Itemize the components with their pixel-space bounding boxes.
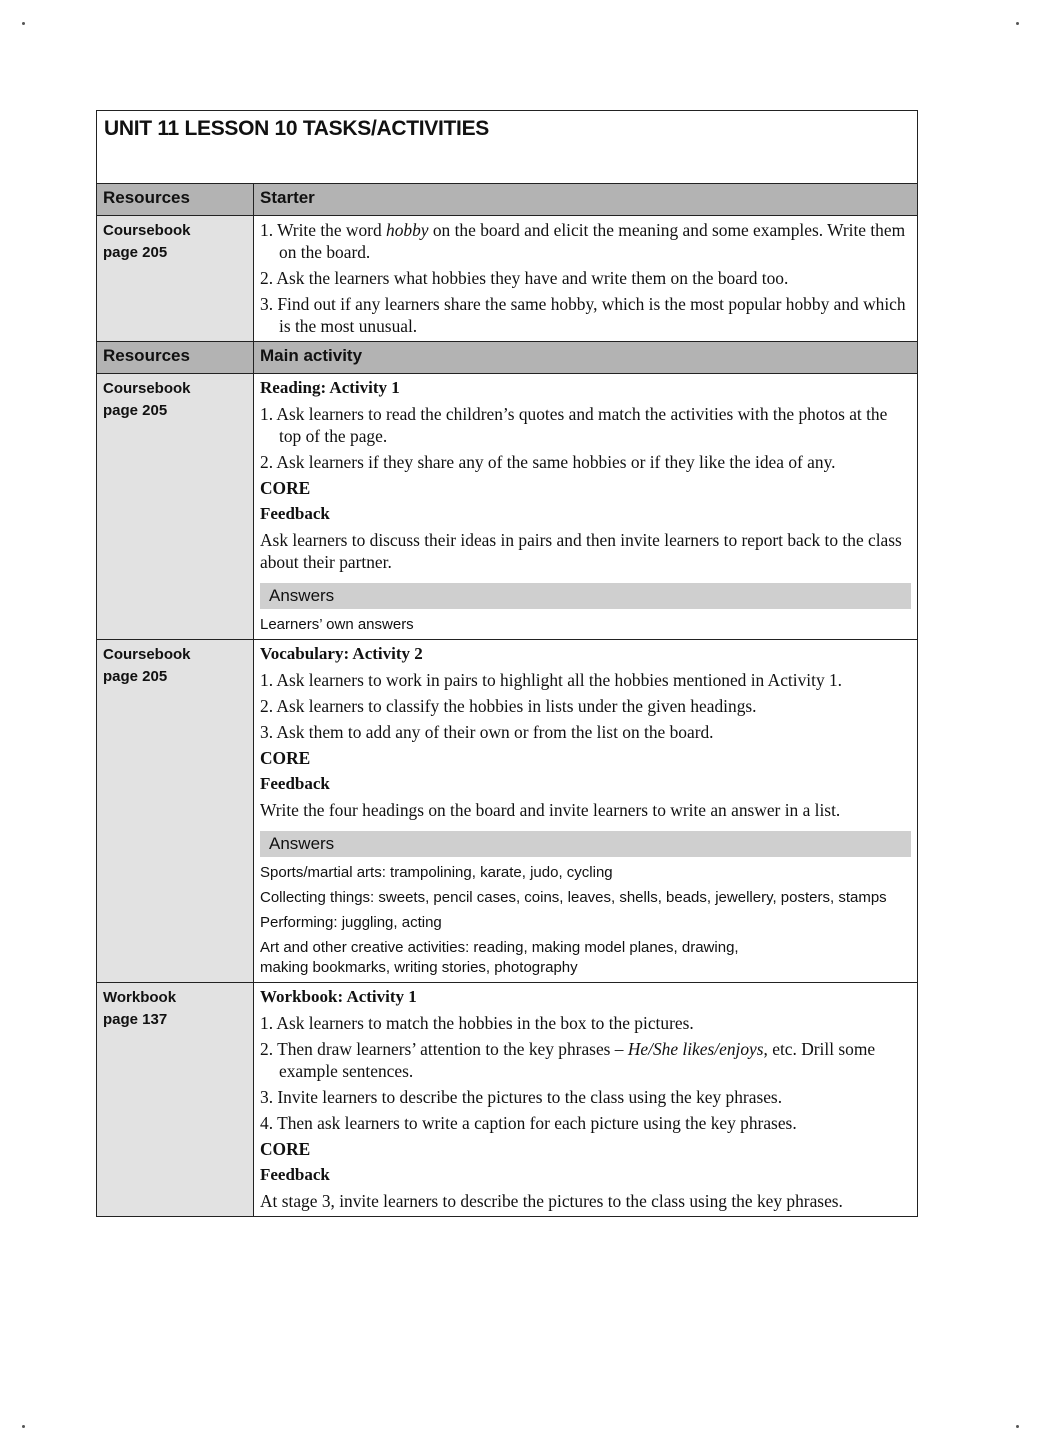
resource-page: page 137 [103,1011,168,1028]
workbook-subheading: Workbook: Activity 1 [260,987,417,1006]
feedback-label: Feedback [260,1165,330,1184]
title-row [97,111,918,184]
reading-step-2: 2. Ask learners if they share any of the same hobbies or if they like the idea of any. [260,452,836,472]
vocabulary-resource [97,640,254,983]
starter-header: Starter [254,184,918,216]
starter-body [254,216,918,342]
resource-title: Coursebook [103,380,191,397]
step-text: , etc. Drill some example sentences. [279,1039,876,1081]
step-emphasis: He/She likes/enjoys [627,1039,764,1059]
reading-row [97,374,918,640]
core-label: CORE [260,478,311,498]
answers-bar: Answers [260,583,911,609]
starter-steps [260,219,911,337]
crop-mark-bottom-right [1016,1425,1019,1428]
vocabulary-row [97,640,918,983]
resource-title: Coursebook [103,222,191,239]
feedback-text: Write the four headings on the board and invite learners to write an answer in a list. [260,800,841,820]
answer-line: Sports/martial arts: trampolining, karate, judo, cycling [260,864,613,881]
crop-mark-bottom-left [22,1425,25,1428]
workbook-step-4: 4. Then ask learners to write a caption for each picture using the key phrases. [260,1113,797,1133]
workbook-row [97,983,918,1217]
answers-bar: Answers [260,831,911,857]
vocabulary-step-2: 2. Ask learners to classify the hobbies in lists under the given headings. [260,696,757,716]
resource-title: Workbook [103,989,177,1006]
workbook-body [254,983,918,1217]
answer-line [260,938,911,978]
reading-body [254,374,918,640]
resources-header: Resources [97,184,254,216]
step-text: 1. Write the word [260,220,386,240]
feedback-text: At stage 3, invite learners to describe the pictures to the class using the key phrases. [260,1191,843,1211]
resource-page: page 205 [103,402,168,419]
resource-page: page 205 [103,668,168,685]
resource-title: Coursebook [103,646,191,663]
vocabulary-step-3: 3. Ask them to add any of their own or from the list on the board. [260,722,714,742]
page-title: UNIT 11 LESSON 10 TASKS/ACTIVITIES [97,111,918,184]
core-label: CORE [260,748,311,768]
crop-mark-top-left [22,22,25,25]
reading-resource [97,374,254,640]
lesson-table [96,110,918,1217]
starter-header-row [97,184,918,216]
reading-subheading: Reading: Activity 1 [260,378,400,397]
reading-step-1: 1. Ask learners to read the children’s quotes and match the activities with the photos at the top of the page. [260,404,888,446]
workbook-resource [97,983,254,1217]
reading-steps [260,403,911,473]
resource-page: page 205 [103,244,168,261]
workbook-step-3: 3. Invite learners to describe the pictures to the class using the key phrases. [260,1087,783,1107]
workbook-step-2 [260,1038,911,1082]
feedback-text: Ask learners to discuss their ideas in pairs and then invite learners to report back to the class about their partner. [260,530,902,572]
core-label: CORE [260,1139,311,1159]
vocabulary-steps [260,669,911,743]
answer-text: making bookmarks, writing stories, photography [260,959,578,976]
starter-step-3: 3. Find out if any learners share the same hobby, which is the most popular hobby and which is the most unusual. [260,294,906,336]
main-header-row [97,342,918,374]
starter-step-2: 2. Ask the learners what hobbies they have and write them on the board too. [260,268,789,288]
answer-line: Performing: juggling, acting [260,914,442,931]
workbook-step-1: 1. Ask learners to match the hobbies in the box to the pictures. [260,1013,694,1033]
vocabulary-body [254,640,918,983]
workbook-steps [260,1012,911,1134]
vocabulary-subheading: Vocabulary: Activity 2 [260,644,423,663]
resources-header: Resources [97,342,254,374]
step-text: 2. Then draw learners’ attention to the key phrases – [260,1039,628,1059]
answer-text: Art and other creative activities: reading, making model planes, drawing, [260,939,739,956]
answer-line: Collecting things: sweets, pencil cases, coins, leaves, shells, beads, jewellery, posters, stamps [260,889,887,906]
answer-line: Learners’ own answers [260,616,414,633]
step-emphasis: hobby [386,220,429,240]
feedback-label: Feedback [260,504,330,523]
feedback-label: Feedback [260,774,330,793]
vocabulary-step-1: 1. Ask learners to work in pairs to highlight all the hobbies mentioned in Activity 1. [260,670,843,690]
starter-resource [97,216,254,342]
step-text: on the board and elicit the meaning and some examples. Write them on the board. [279,220,906,262]
starter-step-1 [260,219,911,263]
main-activity-header: Main activity [254,342,918,374]
crop-mark-top-right [1016,22,1019,25]
starter-row [97,216,918,342]
